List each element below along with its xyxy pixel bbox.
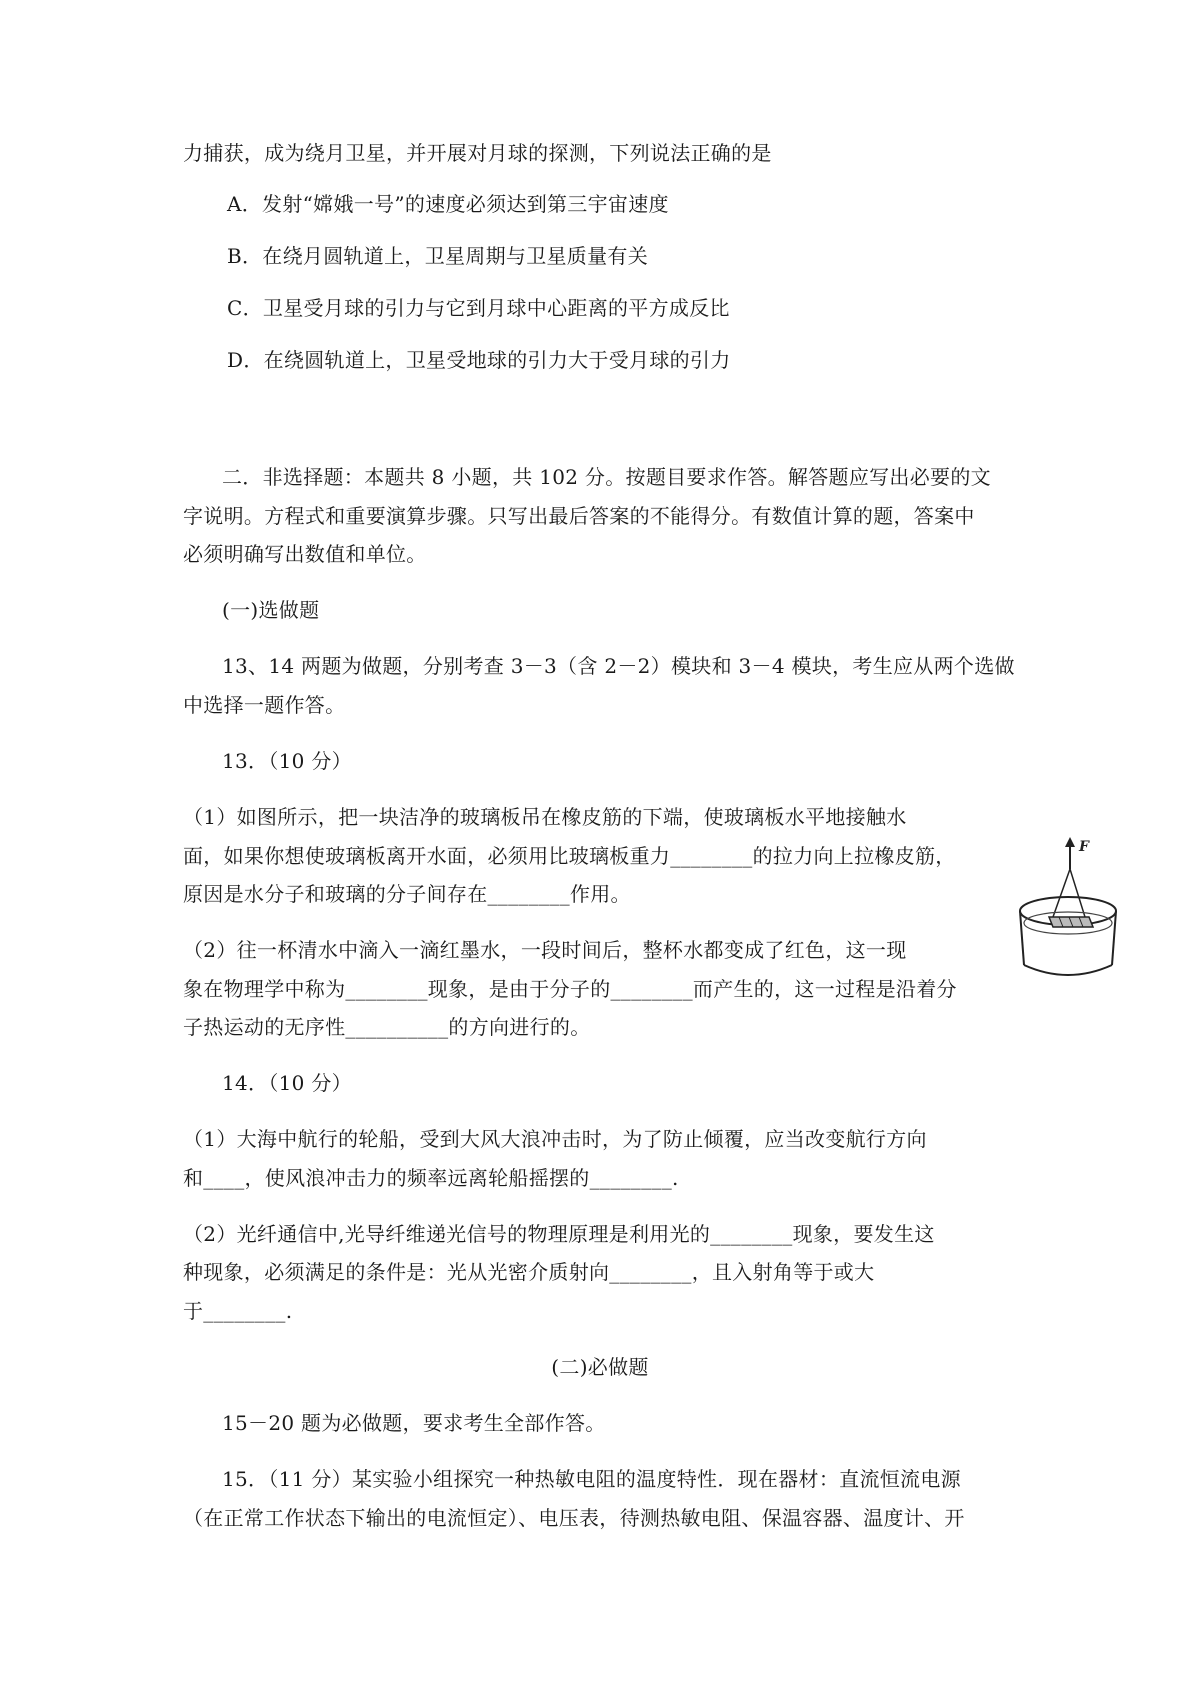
string-right <box>1070 869 1085 917</box>
q12-option-c: C．卫星受月球的引力与它到月球中心距离的平方成反比 <box>227 296 730 320</box>
q14-p1-line-1: （1）大海中航行的轮船，受到大风大浪冲击时，为了防止倾覆，应当改变航行方向 <box>183 1127 927 1151</box>
q13-p1-line-1: （1）如图所示，把一块洁净的玻璃板吊在橡皮筋的下端，使玻璃板水平地接触水 <box>183 805 907 829</box>
required-heading: (二)必做题 <box>551 1355 649 1379</box>
q15-line-2: （在正常工作状态下输出的电流恒定）、电压表，待测热敏电阻、保温容器、温度计、开 <box>183 1506 965 1530</box>
beaker-left-wall <box>1020 911 1024 965</box>
q15-line-1: 15．（11 分）某实验小组探究一种热敏电阻的温度特性．现在器材：直流恒流电源 <box>222 1467 961 1491</box>
q14-p2-line-2: 种现象，必须满足的条件是：光从光密介质射向________，且入射角等于或大 <box>183 1260 875 1284</box>
force-arrowhead <box>1065 837 1075 847</box>
q12-option-a: A．发射“嫦娥一号”的速度必须达到第三宇宙速度 <box>227 192 669 216</box>
q13-heading: 13．（10 分） <box>222 749 352 773</box>
q13-p2-line-1: （2）往一杯清水中滴入一滴红墨水，一段时间后，整杯水都变成了红色，这一现 <box>183 938 907 962</box>
q13-p1-line-3: 原因是水分子和玻璃的分子间存在________作用。 <box>183 882 631 906</box>
q13-p2-line-2: 象在物理学中称为________现象，是由于分子的________而产生的，这一过程是沿着分 <box>183 977 957 1001</box>
elective-heading: (一)选做题 <box>222 598 320 622</box>
q14-heading: 14．（10 分） <box>222 1071 352 1095</box>
q12-stem-tail: 力捕获，成为绕月卫星，并开展对月球的探测，下列说法正确的是 <box>183 141 772 165</box>
q13-p1-line-2: 面，如果你想使玻璃板离开水面，必须用比玻璃板重力________的拉力向上拉橡皮筋， <box>183 844 956 868</box>
q12-option-b: B．在绕月圆轨道上，卫星周期与卫星质量有关 <box>227 244 648 268</box>
q14-p2-line-3: 于________. <box>183 1299 293 1323</box>
beaker-glass-plate-figure <box>1015 835 1121 983</box>
beaker-right-wall <box>1112 911 1116 965</box>
beaker-bottom <box>1024 965 1112 975</box>
required-note: 15－20 题为必做题，要求考生全部作答。 <box>222 1411 606 1435</box>
elective-note-line-1: 13、14 两题为做题，分别考查 3－3（含 2－2）模块和 3－4 模块，考生应从两个选做 <box>222 654 1015 678</box>
part2-intro-line-1: 二．非选择题：本题共 8 小题，共 102 分。按题目要求作答。解答题应写出必要的文 <box>222 465 991 489</box>
q14-p2-line-1: （2）光纤通信中,光导纤维递光信号的物理原理是利用光的________现象，要发生这 <box>183 1222 935 1246</box>
elective-note-line-2: 中选择一题作答。 <box>183 693 346 717</box>
q14-p1-line-2: 和____，使风浪冲击力的频率远离轮船摇摆的________. <box>183 1166 679 1190</box>
string-left <box>1053 869 1070 917</box>
q12-option-d: D．在绕圆轨道上，卫星受地球的引力大于受月球的引力 <box>227 348 731 372</box>
force-label: F <box>1079 839 1089 855</box>
q13-p2-line-3: 子热运动的无序性__________的方向进行的。 <box>183 1015 591 1039</box>
part2-intro-line-2: 字说明。方程式和重要演算步骤。只写出最后答案的不能得分。有数值计算的题，答案中 <box>183 504 975 528</box>
part2-intro-line-3: 必须明确写出数值和单位。 <box>183 542 427 566</box>
